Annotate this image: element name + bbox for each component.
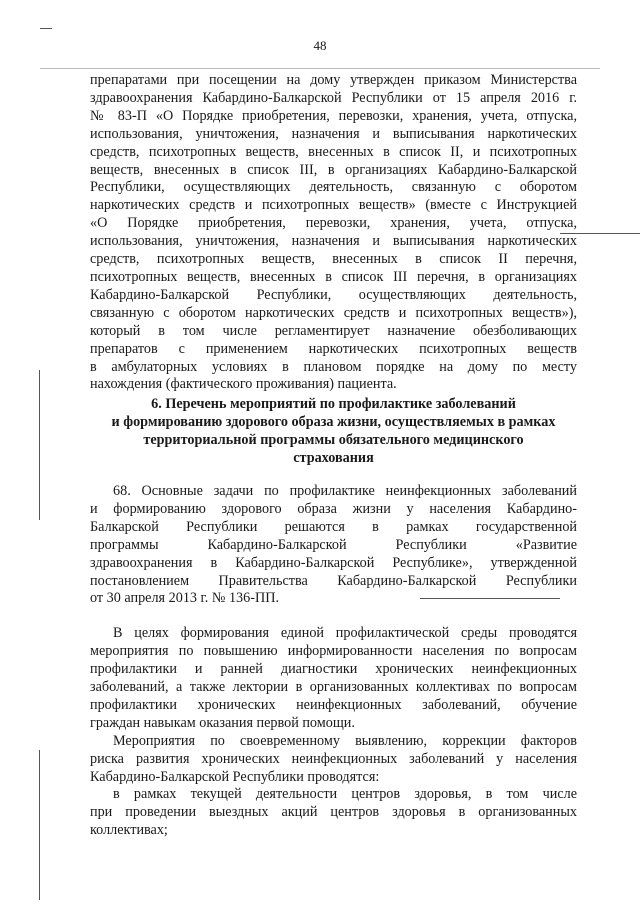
text-line: использования, уничтожения, назначения и выписывания наркотических	[90, 125, 577, 142]
text-line: от 30 апреля 2013 г. № 136-ПП.	[90, 590, 279, 607]
text-line: Кабардино-Балкарской Республики, осуществляющих деятельность,	[90, 286, 577, 303]
text-line: средств, психотропных веществ, внесенных в список II перечня,	[90, 251, 577, 268]
text-line: в амбулаторных условиях в плановом порядке на дому по месту	[90, 358, 577, 375]
text-line: в рамках текущей деятельности центров здоровья, в том числе	[113, 786, 577, 802]
text-line: здравоохранения в Кабардино-Балкарской Республике», утвержденной	[90, 554, 577, 571]
section-heading	[90, 395, 577, 467]
paragraph-68	[90, 483, 577, 608]
text-line: профилактики хронических неинфекционных заболеваний, обучение	[90, 696, 577, 713]
scan-artifact-line	[40, 68, 600, 69]
text-line: 6. Перечень мероприятий по профилактике заболеваний	[151, 396, 516, 412]
text-line: мероприятия по повышению информированности населения по вопросам	[90, 642, 577, 659]
text-line: веществ, внесенных в список III, в организациях Кабардино-Балкарской	[90, 161, 577, 178]
text-line: Мероприятия по своевременному выявлению, коррекции факторов	[113, 733, 577, 749]
text-line: территориальной программы обязательного медицинского	[143, 432, 524, 448]
paragraph-prevention	[90, 625, 577, 732]
paragraph-risk-factors	[90, 733, 577, 787]
text-line: № 83-П «О Порядке приобретения, перевозки, хранения, учета, отпуска,	[90, 107, 577, 124]
text-line: препаратами при посещении на дому утвержден приказом Министерства	[90, 72, 577, 88]
text-line: В целях формирования единой профилактической среды проводятся	[113, 625, 577, 641]
page-number: 48	[313, 38, 327, 53]
text-line: программы Кабардино-Балкарской Республики «Развитие	[90, 536, 577, 553]
text-line: граждан навыкам оказания первой помощи.	[90, 714, 355, 731]
text-line: наркотических средств и психотропных веществ» (вместе с Инструкцией	[90, 197, 577, 214]
text-line: при проведении выездных акций центров здоровья в организованных	[90, 803, 577, 820]
text-line: коллективах;	[90, 821, 168, 838]
text-line: психотропных веществ, внесенных в список III перечня, в организациях	[90, 268, 577, 285]
text-line: риска развития хронических неинфекционных заболеваний у населения	[90, 750, 577, 767]
text-line: средств, психотропных веществ, внесенных в список II, и психотропных	[90, 143, 577, 160]
text-line: 68. Основные задачи по профилактике неинфекционных заболеваний	[113, 483, 577, 499]
scan-artifact-mark	[40, 28, 52, 29]
text-line: который в том числе регламентирует назначение обезболивающих	[90, 322, 577, 339]
text-line: и формированию здорового образа жизни у населения Кабардино-	[90, 500, 577, 517]
text-line: «О Порядке приобретения, перевозки, хранения, учета, отпуска,	[90, 215, 577, 232]
text-line: использования, уничтожения, назначения и выписывания наркотических	[90, 233, 577, 250]
text-line: страхования	[293, 450, 374, 466]
text-line: Балкарской Республики решаются в рамках государственной	[90, 518, 577, 535]
text-line: здравоохранения Кабардино-Балкарской Республики от 15 апреля 2016 г.	[90, 89, 577, 106]
text-line: нахождения (фактического проживания) пациента.	[90, 376, 397, 393]
scan-artifact-margin-line	[39, 370, 40, 520]
text-line: Республики, осуществляющих деятельность, связанную с оборотом	[90, 179, 577, 196]
text-line: и формированию здорового образа жизни, осуществляемых в рамках	[111, 414, 556, 430]
text-line: профилактики и ранней диагностики хронических неинфекционных	[90, 660, 577, 677]
paragraph-intro	[90, 72, 577, 394]
text-line: препаратов с применением наркотических психотропных веществ	[90, 340, 577, 357]
paragraph-health-centers	[90, 786, 577, 840]
text-line: постановлением Правительства Кабардино-Балкарской Республики	[90, 572, 577, 589]
text-line: связанную с оборотом наркотических средств и психотропных веществ»),	[90, 304, 577, 321]
text-line: заболеваний, а также лектории в организованных коллективах по вопросам	[90, 678, 577, 695]
text-line: Кабардино-Балкарской Республики проводятся:	[90, 768, 380, 785]
scan-artifact-margin-line	[39, 750, 40, 900]
